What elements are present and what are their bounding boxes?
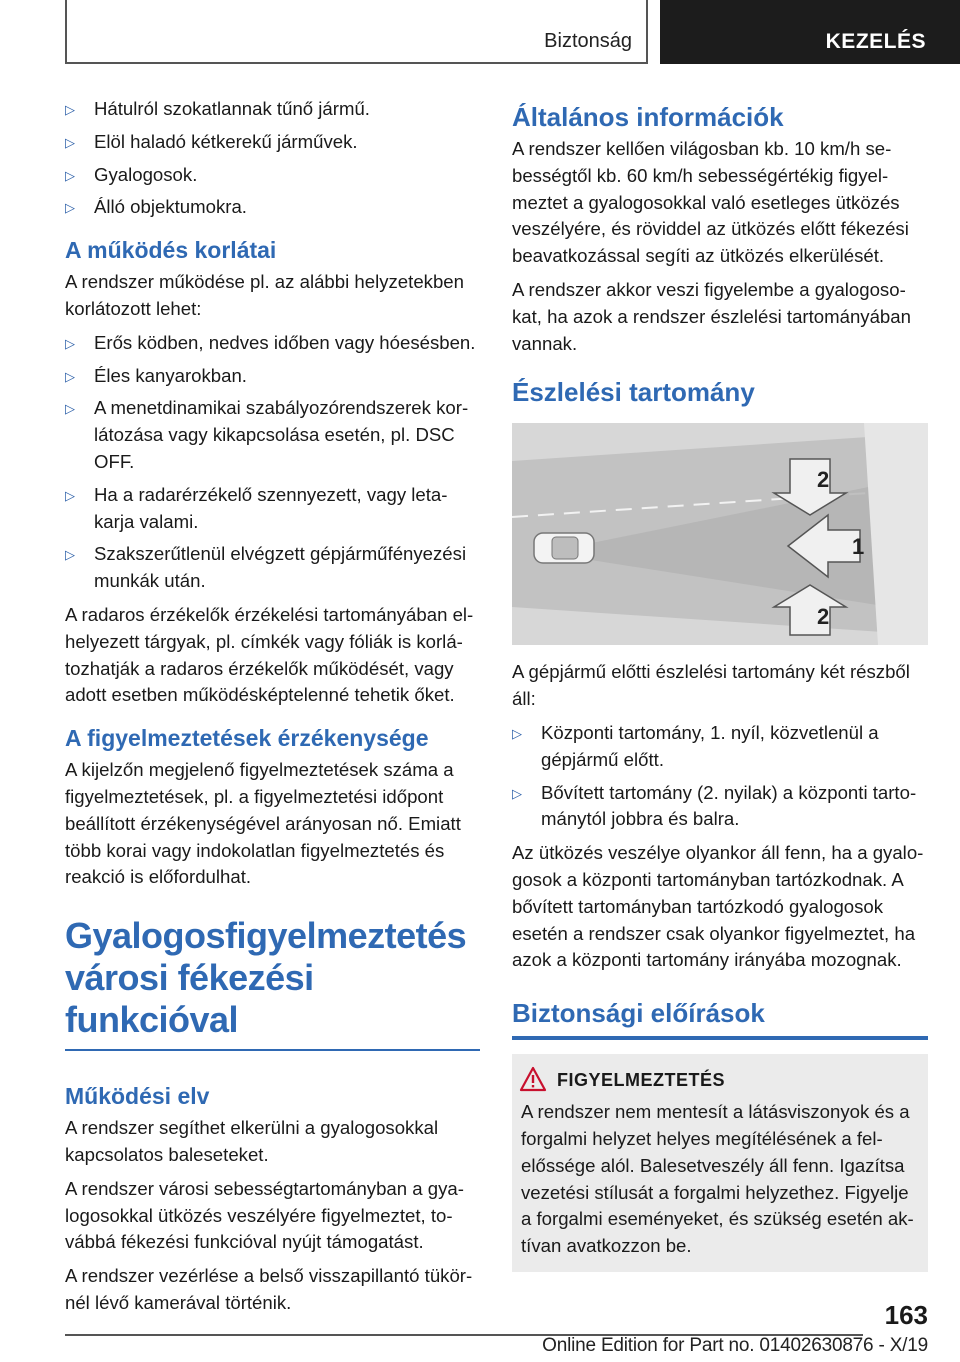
list-item: ▷ Központi tartomány, 1. nyíl, közvetlenül a gépjármű előtt. bbox=[512, 721, 879, 770]
left-column bbox=[65, 96, 480, 1324]
arrow-center-label: 1 bbox=[852, 534, 865, 560]
detection-caption: A gépjármű előtti észlelési tartomány két részből áll: bbox=[512, 661, 910, 710]
header-section-title: Biztonság bbox=[544, 30, 632, 52]
limits-after-text: A radaros érzékelők érzékelési tartományában elhelyezett tárgyak, pl. címkék vagy fóliák is korlátozhatják a radaros érzékelők működését, vagy adott esetben működésképtelenné tehetik őket. bbox=[65, 603, 474, 706]
sensitivity-text: A kijelzőn megjelenő figyelmeztetések száma a figyelmeztetések, pl. a figyelmeztetési időpont beállított érzékenységével arányosan nő. Emiatt több korai vagy indokolatlan figyelmeztetés és reakció is előfordulhat. bbox=[65, 759, 461, 888]
triangle-bullet-icon: ▷ bbox=[512, 785, 522, 801]
main-title-line2: városi fékezési funkcióval bbox=[65, 957, 314, 1041]
arrow-top-label: 2 bbox=[817, 467, 830, 493]
footer-edition: Online Edition for Part no. 01402630876 - X/19 bbox=[542, 1335, 928, 1356]
intro-list bbox=[65, 96, 480, 221]
list-item: ▷ Elöl haladó kétkerekű járművek. bbox=[65, 129, 480, 156]
sensitivity-heading: A figyelmeztetések érzékenysége bbox=[65, 725, 429, 752]
main-title-line1: Gyalogosfigyelmeztetés bbox=[65, 915, 467, 957]
triangle-bullet-icon: ▷ bbox=[65, 167, 75, 183]
page-number: 163 bbox=[884, 1300, 928, 1330]
triangle-bullet-icon: ▷ bbox=[65, 487, 75, 503]
warning-title: FIGYELMEZTETÉS bbox=[557, 1070, 726, 1091]
triangle-bullet-icon: ▷ bbox=[65, 335, 75, 351]
list-item: ▷ A menetdinamikai szabályozórendszerek korlátozása vagy kikapcsolása esetén, pl. DSC OFF. bbox=[65, 397, 469, 472]
limits-heading: A működés korlátai bbox=[65, 237, 277, 264]
triangle-bullet-icon: ▷ bbox=[65, 134, 75, 150]
principle-paragraph: A rendszer városi sebességtartományban a gyalogosokkal ütközés veszélyére figyelmeztet, továbbá fékezési funkcióval nyújt támogatást. bbox=[65, 1177, 464, 1253]
header-section-box bbox=[65, 0, 648, 64]
header-chapter-box bbox=[660, 0, 960, 64]
list-item: ▷ Álló objektumokra. bbox=[65, 194, 480, 221]
list-item: ▷ Bővített tartomány (2. nyilak) a központi tartománytól jobbra és balra. bbox=[512, 781, 917, 830]
list-item: ▷ Éles kanyarokban. bbox=[65, 363, 480, 390]
warning-header bbox=[557, 1070, 918, 1091]
main-title bbox=[65, 915, 480, 1041]
detection-after-text: Az ütközés veszélye olyankor áll fenn, ha a gyalogosok a központi tartományban tartózkodnak. A bővített tartományban tartózkodó gyalogosok esetén a rendszer csak olyankor figyelmeztet, ha azok a központi tartomány irányába mozognak. bbox=[512, 842, 924, 971]
limits-text: A rendszer működése pl. az alábbi helyzetekben korlátozott lehet: bbox=[65, 271, 464, 319]
warning-text: A rendszer nem mentesít a látásviszonyok és a forgalmi helyzet helyes megítélésének a felelőssége alól. Balesetveszély áll fenn. Igazítsa vezetési stílusát a forgalmi helyzethez. Figyelje a forgalmi eseményeket, és szükség esetén aktívan avatkozzon be. bbox=[521, 1101, 914, 1257]
list-item: ▷ Hátulról szokatlannak tűnő jármű. bbox=[65, 96, 480, 123]
list-item: ▷ Erős ködben, nedves időben vagy hóesésben. bbox=[65, 330, 480, 357]
detection-range-diagram bbox=[512, 423, 928, 645]
car-icon bbox=[534, 533, 594, 563]
title-divider bbox=[65, 1049, 480, 1051]
triangle-bullet-icon: ▷ bbox=[65, 401, 75, 417]
triangle-bullet-icon: ▷ bbox=[512, 725, 522, 741]
triangle-bullet-icon: ▷ bbox=[65, 368, 75, 384]
principle-paragraph: A rendszer vezérlése a belső visszapillantó tükörnél lévő kamerával történik. bbox=[65, 1265, 473, 1313]
safety-divider bbox=[512, 1036, 928, 1040]
arrow-bottom-label: 2 bbox=[817, 604, 830, 630]
right-column bbox=[512, 96, 928, 1272]
list-item: ▷ Ha a radarérzékelő szennyezett, vagy letakarja valami. bbox=[65, 483, 448, 532]
principle-paragraph: A rendszer segíthet elkerülni a gyalogosokkal kapcsolatos baleseteket. bbox=[65, 1117, 439, 1165]
detection-heading: Észlelési tartomány bbox=[512, 377, 755, 408]
warning-box bbox=[512, 1054, 928, 1272]
triangle-bullet-icon: ▷ bbox=[65, 102, 75, 117]
general-heading: Általános információk bbox=[512, 102, 784, 132]
principle-heading: Működési elv bbox=[65, 1083, 210, 1110]
safety-heading: Biztonsági előírások bbox=[512, 998, 765, 1029]
triangle-bullet-icon: ▷ bbox=[65, 547, 75, 563]
triangle-bullet-icon: ▷ bbox=[65, 200, 75, 216]
limits-list bbox=[65, 330, 480, 595]
warning-triangle-icon bbox=[519, 1066, 547, 1092]
list-item: ▷ Gyalogosok. bbox=[65, 162, 480, 189]
list-item: ▷ Szakszerűtlenül elvégzett gépjárműfényezési munkák után. bbox=[65, 543, 467, 592]
general-paragraph: A rendszer kellően világosban kb. 10 km/h sebességtől kb. 60 km/h sebességértékig figyelmeztet a gyalogosokkal való esetleges ütközés veszélyére, és röviddel az ütközés előtt fékezési beavatkozással segíti az ütközés elkerülését. bbox=[512, 138, 909, 267]
general-paragraph: A rendszer akkor veszi figyelembe a gyalogosokat, ha azok a rendszer észlelési tartományában vannak. bbox=[512, 278, 911, 354]
header-chapter-title: KEZELÉS bbox=[825, 30, 926, 53]
detection-list bbox=[512, 720, 928, 833]
